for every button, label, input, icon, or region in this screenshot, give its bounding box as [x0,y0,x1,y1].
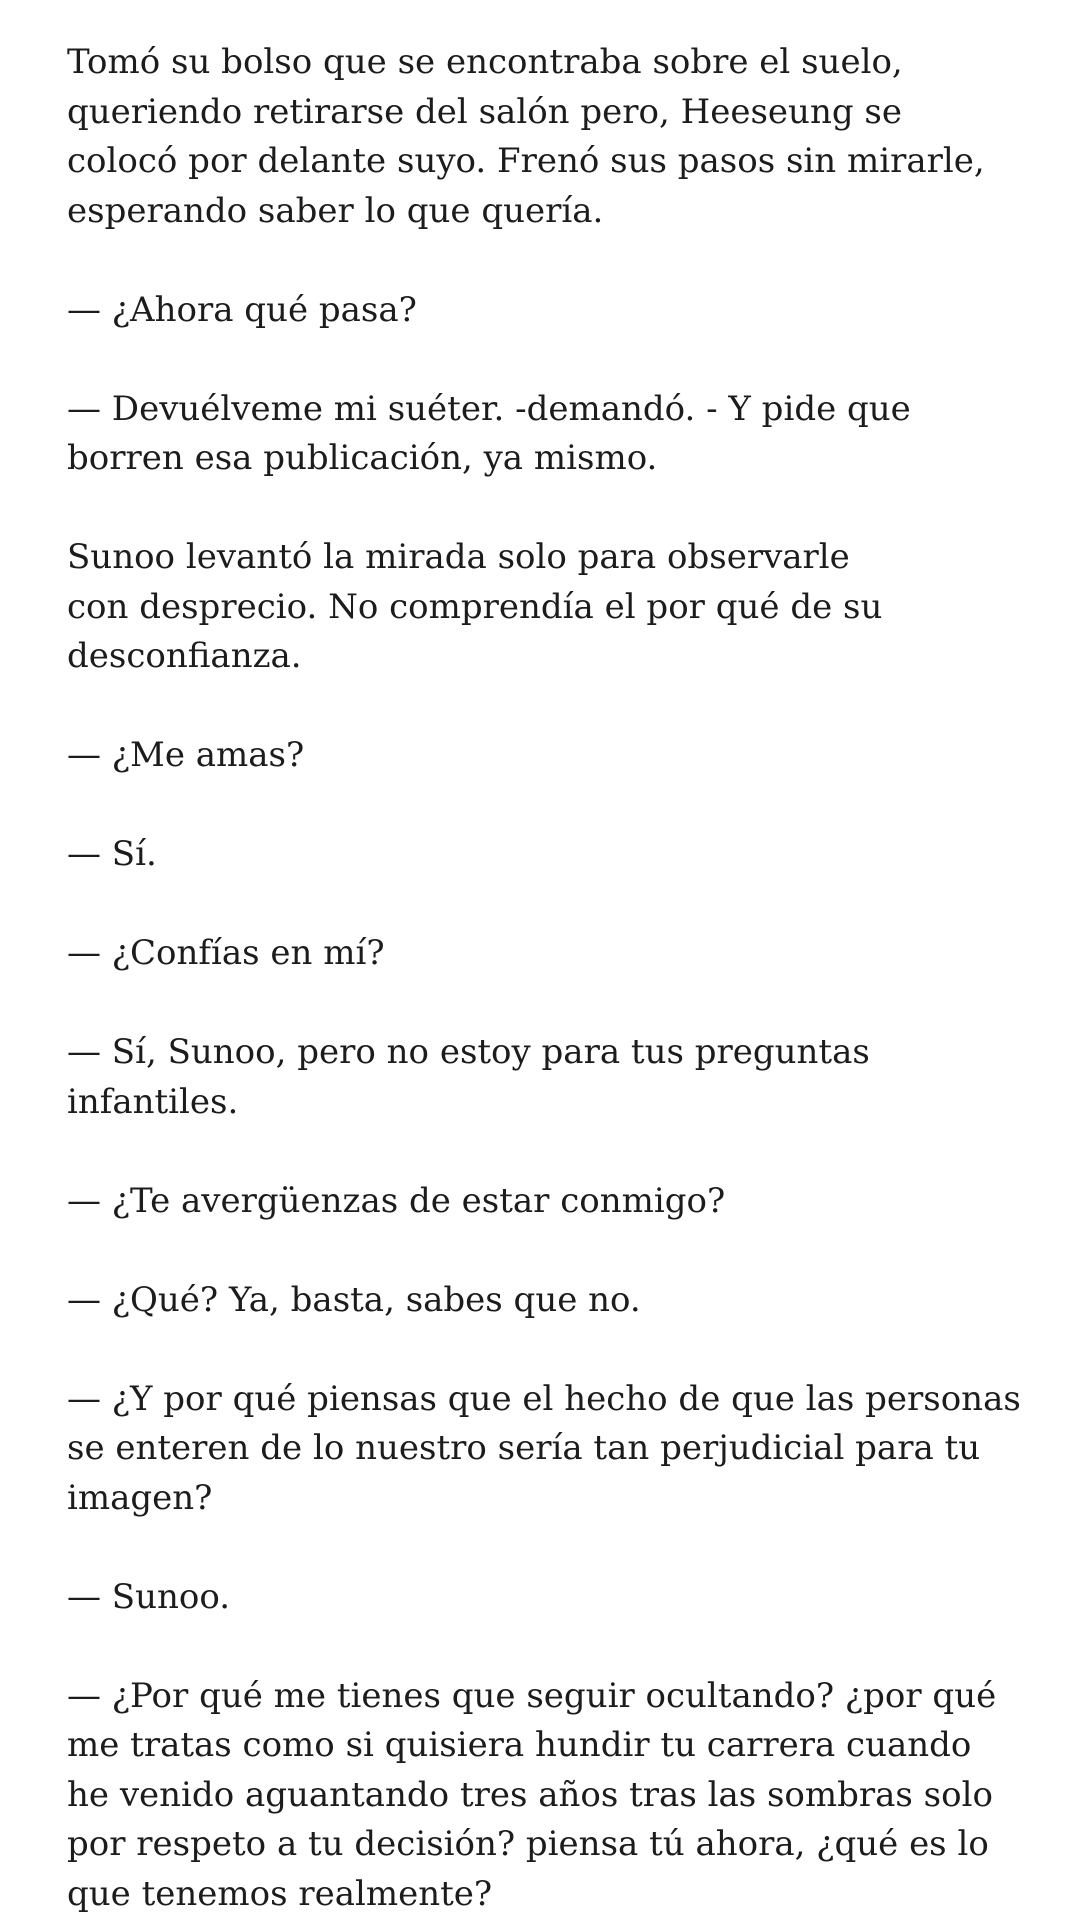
dialogue-line-9: — ¿Y por qué piensas que el hecho de que las personas se enteren de lo nuestro sería tan perjudicial para tu imagen? [67,1375,1027,1524]
dialogue-line-11: — ¿Por qué me tienes que seguir ocultando? ¿por qué me tratas como si quisiera hundir tu carrera cuando he venido aguantando tres años tras las sombras solo por respeto a tu decisión? piensa tú ahora, ¿qué es lo que tenemos realmente? [67,1672,1027,1919]
dialogue-line-6: — Sí, Sunoo, pero no estoy para tus preguntas infantiles. [67,1028,1027,1127]
dialogue-line-1: — ¿Ahora qué pasa? [67,286,1027,336]
dialogue-line-8: — ¿Qué? Ya, basta, sabes que no. [67,1276,1027,1326]
dialogue-line-2: — Devuélveme mi suéter. -demandó. - Y pide que borren esa publicación, ya mismo. [67,385,1027,484]
dialogue-line-7: — ¿Te avergüenzas de estar conmigo? [67,1177,1027,1227]
paragraph-narration-2: Sunoo levantó la mirada solo para observarle con desprecio. No comprendía el por qué de su desconfianza. [67,533,1027,682]
dialogue-line-3: — ¿Me amas? [67,731,1027,781]
story-text [67,38,1027,1919]
dialogue-line-5: — ¿Confías en mí? [67,929,1027,979]
paragraph-narration-1: Tomó su bolso que se encontraba sobre el suelo, queriendo retirarse del salón pero, Heeseung se colocó por delante suyo. Frenó sus pasos sin mirarle, esperando saber lo que quería. [67,38,1027,236]
dialogue-line-4: — Sí. [67,830,1027,880]
dialogue-line-10: — Sunoo. [67,1573,1027,1623]
